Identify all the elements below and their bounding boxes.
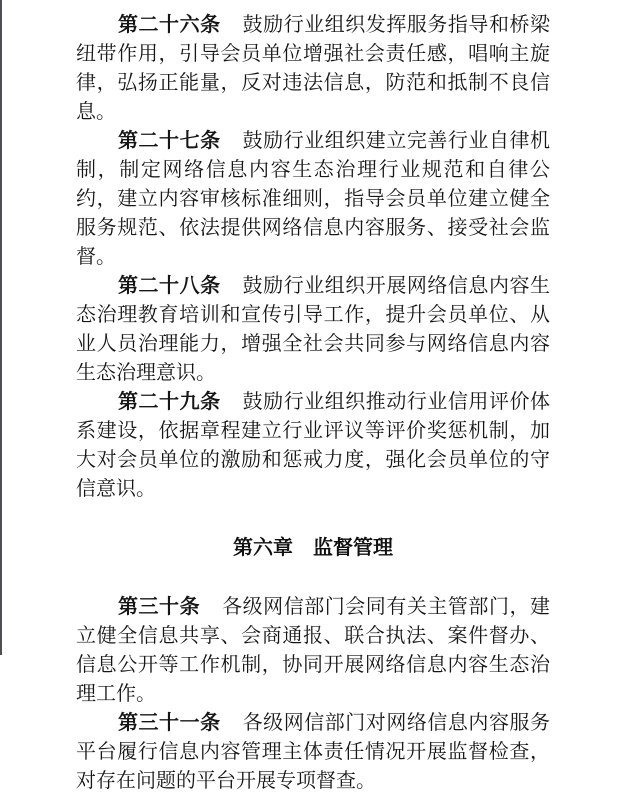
article-text: 鼓励行业组织发挥服务指导和桥梁纽带作用，引导会员单位增强社会责任感，唱响主旋律，弘扬正能量，反对违法信息，防范和抵制不良信息。	[76, 12, 551, 123]
article-number: 第二十六条	[118, 12, 221, 36]
document-body	[76, 10, 550, 795]
article-paragraph	[76, 271, 550, 387]
chapter-heading: 第六章 监督管理	[233, 535, 393, 559]
article-text: 鼓励行业组织推动行业信用评价体系建设，依据章程建立行业评议等评价奖惩机制，加大对会员单位的激励和惩戒力度，强化会员单位的守信意识。	[76, 389, 551, 500]
article-paragraph	[76, 387, 550, 503]
article-number: 第二十七条	[118, 128, 221, 152]
article-number: 第三十一条	[118, 710, 221, 734]
article-paragraph	[76, 708, 550, 795]
article-text: 鼓励行业组织开展网络信息内容生态治理教育培训和宣传引导工作，提升会员单位、从业人员治理能力，增强全社会共同参与网络信息内容生态治理意识。	[76, 273, 551, 384]
article-text: 各级网信部门对网络信息内容服务平台履行信息内容管理主体责任情况开展监督检查，对存在问题的平台开展专项督查。	[76, 710, 551, 792]
article-text: 各级网信部门会同有关主管部门，建立健全信息共享、会商通报、联合执法、案件督办、信息公开等工作机制，协同开展网络信息内容生态治理工作。	[76, 594, 551, 705]
article-number: 第三十条	[118, 594, 201, 618]
article-number: 第二十九条	[118, 389, 221, 413]
article-text: 鼓励行业组织建立完善行业自律机制，制定网络信息内容生态治理行业规范和自律公约，建立内容审核标准细则，指导会员单位建立健全服务规范、依法提供网络信息内容服务、接受社会监督。	[76, 128, 551, 268]
page-left-edge-line	[0, 0, 2, 655]
article-number: 第二十八条	[118, 273, 221, 297]
article-paragraph	[76, 10, 550, 126]
article-paragraph	[76, 592, 550, 708]
article-paragraph	[76, 126, 550, 271]
